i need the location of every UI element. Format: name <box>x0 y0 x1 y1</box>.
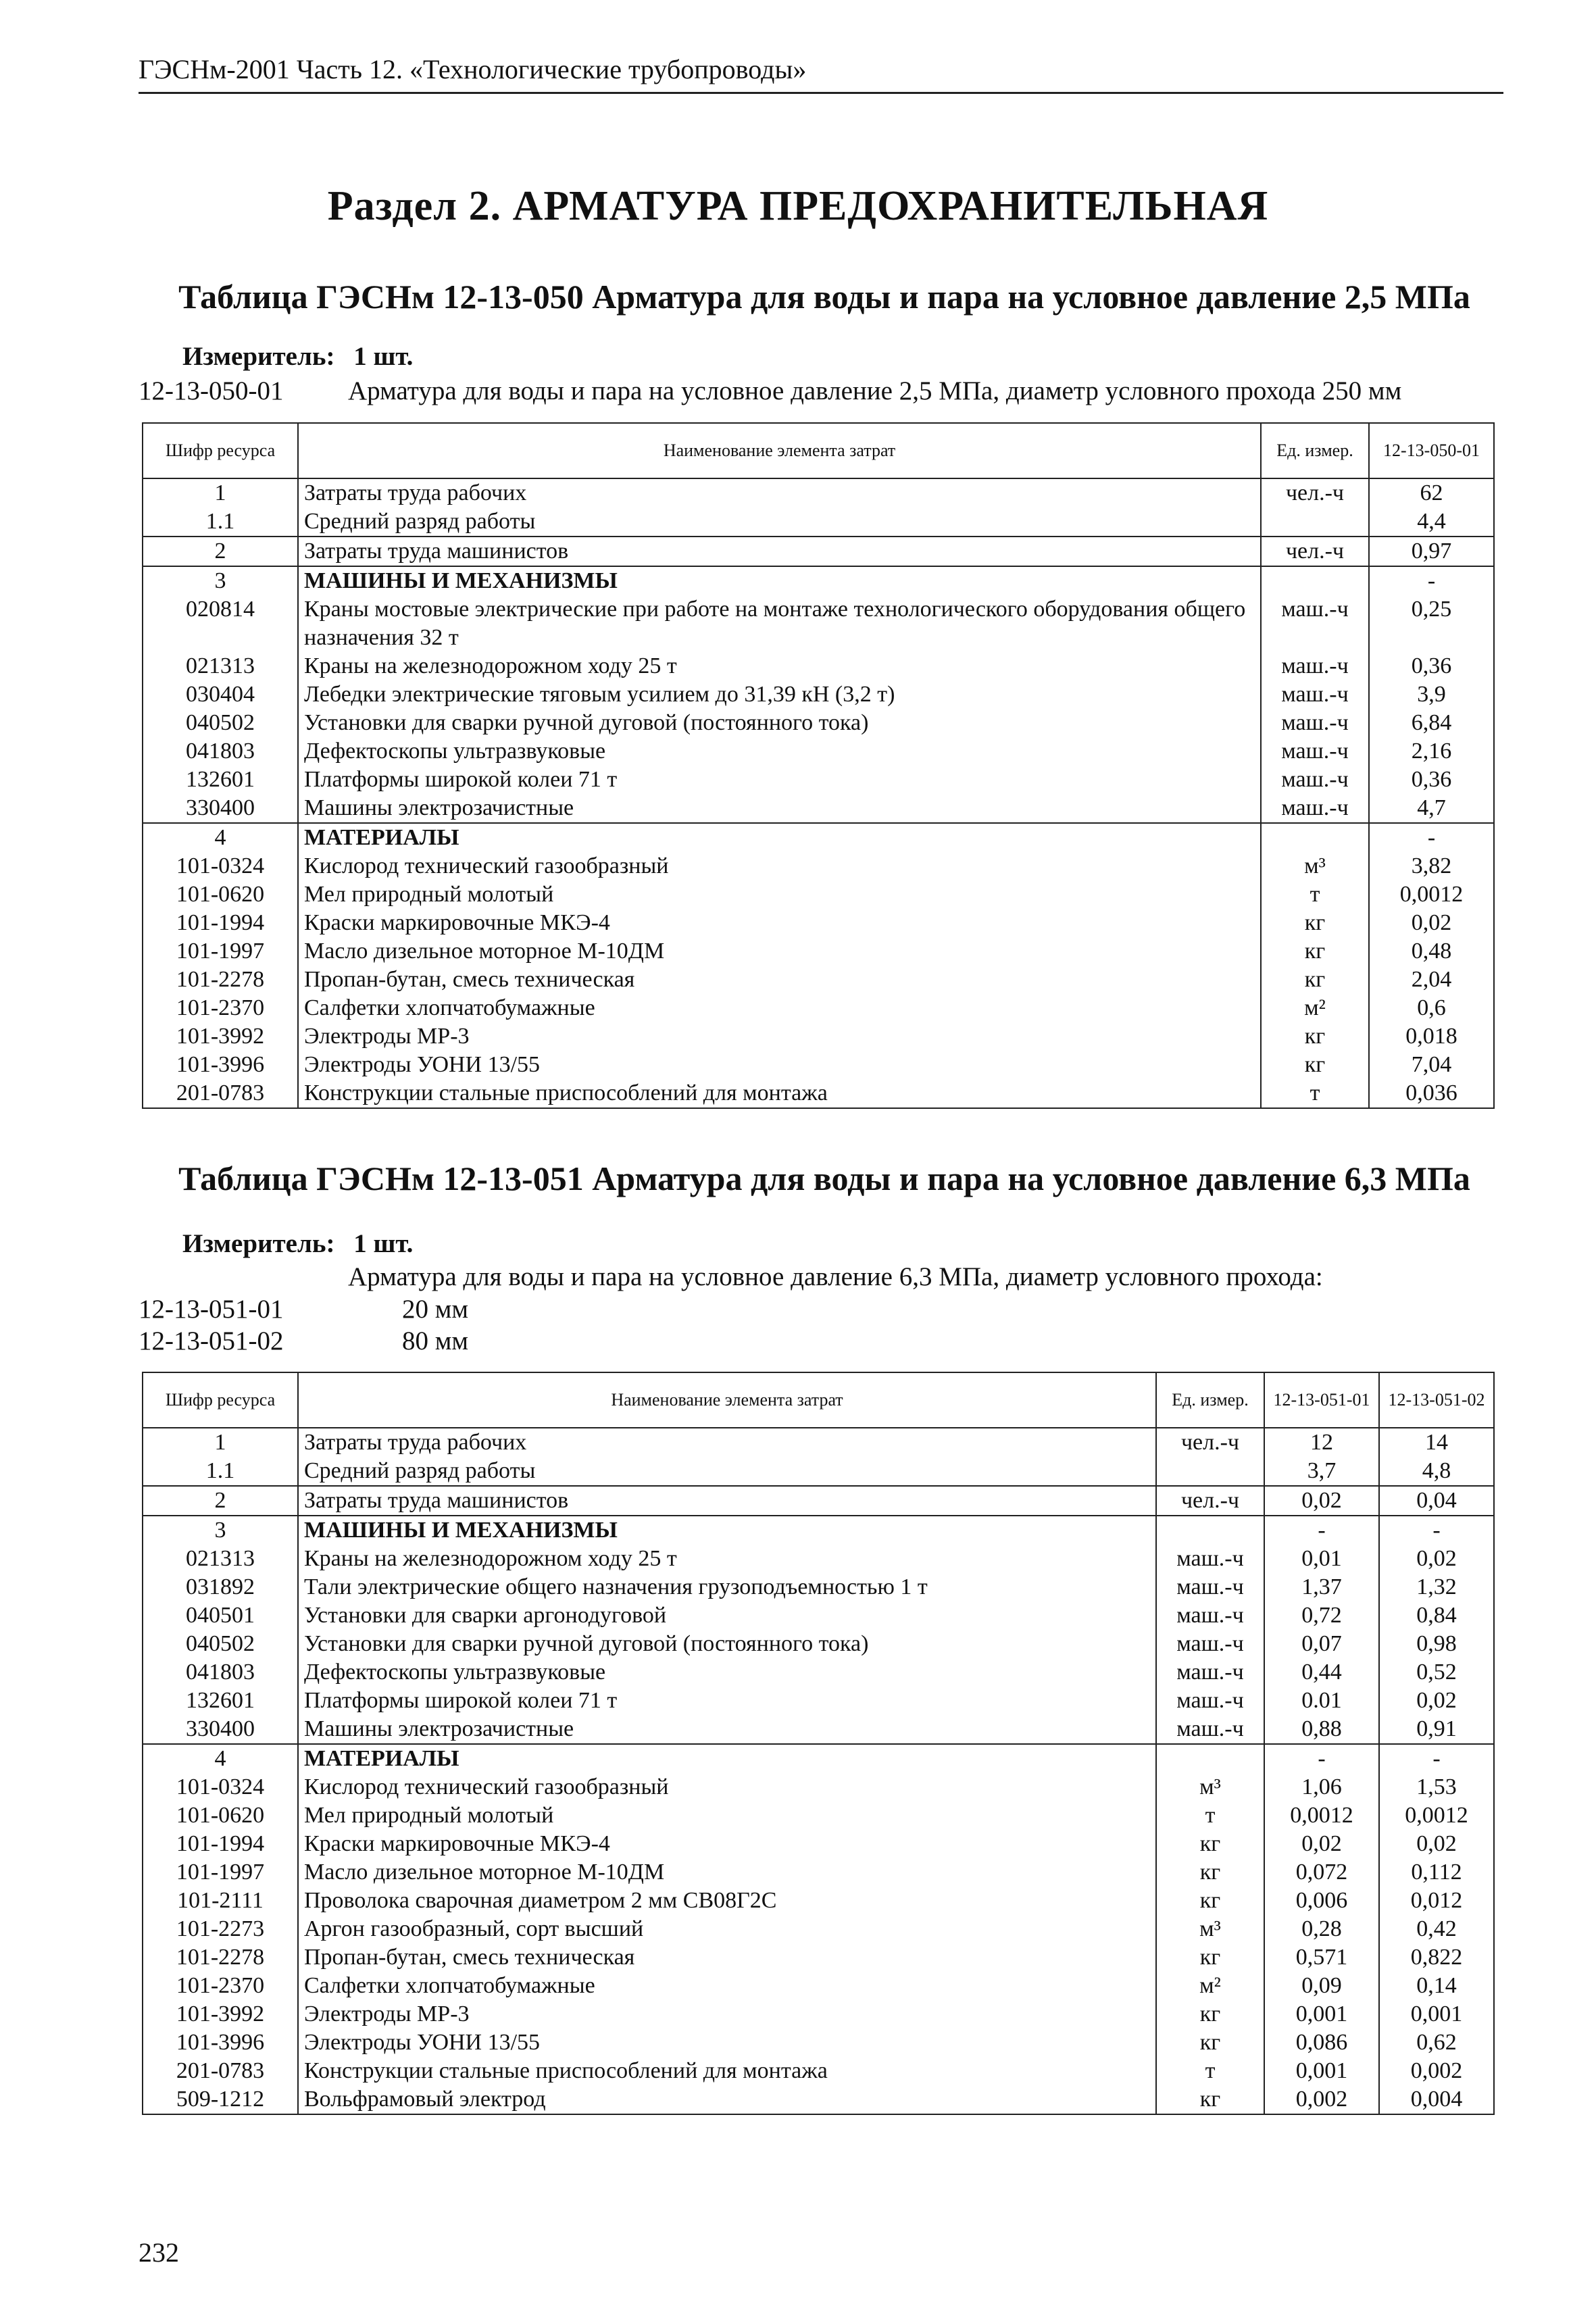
table-row <box>143 1079 1494 1108</box>
table-row <box>143 2085 1494 2114</box>
norm-value-cell: 0,02 <box>1264 1486 1379 1516</box>
unit-cell <box>1156 1744 1264 1773</box>
unit-cell: кг <box>1261 966 1369 994</box>
unit-cell: кг <box>1261 1051 1369 1079</box>
table-row <box>143 1457 1494 1486</box>
table-row <box>143 1687 1494 1715</box>
norm-value-cell: 0,36 <box>1369 766 1494 794</box>
norm-value-cell: 0,14 <box>1379 1972 1494 2000</box>
resource-table-1 <box>142 422 1495 1109</box>
table-row <box>143 1486 1494 1516</box>
table-row <box>143 909 1494 937</box>
norm-value-cell: 0,018 <box>1369 1022 1494 1051</box>
norm-value-cell: 0,6 <box>1369 994 1494 1022</box>
cost-item-cell: Краны на железнодорожном ходу 25 т <box>298 1545 1156 1573</box>
cost-item-cell: Установки для сварки ручной дуговой (постоянного тока) <box>298 709 1261 737</box>
unit-cell: кг <box>1261 909 1369 937</box>
table-row <box>143 1887 1494 1915</box>
resource-code-cell: 101-0324 <box>143 852 298 880</box>
unit-cell: маш.-ч <box>1261 680 1369 709</box>
norm-value-cell: 3,82 <box>1369 852 1494 880</box>
unit-cell: маш.-ч <box>1156 1658 1264 1687</box>
table-1-title: Таблица ГЭСНм 12-13-050 Арматура для воды и пара на условное давление 2,5 МПа <box>178 278 1470 316</box>
resource-code-cell: 330400 <box>143 794 298 823</box>
table-row <box>143 1545 1494 1573</box>
table-row <box>143 1601 1494 1630</box>
unit-cell: кг <box>1156 2085 1264 2114</box>
header-unit: Ед. измер. <box>1261 423 1369 478</box>
norm-value-cell: 0,02 <box>1379 1545 1494 1573</box>
table-1-meter <box>182 341 413 372</box>
norm-value-cell: 0,04 <box>1379 1486 1494 1516</box>
norm-value-cell: 0,28 <box>1264 1915 1379 1943</box>
table-row <box>143 966 1494 994</box>
resource-code-cell: 101-3996 <box>143 2028 298 2057</box>
unit-cell: маш.-ч <box>1261 595 1369 652</box>
resource-code-cell: 030404 <box>143 680 298 709</box>
unit-cell: маш.-ч <box>1156 1687 1264 1715</box>
header-unit: Ед. измер. <box>1156 1372 1264 1428</box>
norm-value-cell: - <box>1264 1744 1379 1773</box>
resource-code-cell: 101-0620 <box>143 880 298 909</box>
norm-value-cell: 0,91 <box>1379 1715 1494 1744</box>
header-norm-column: 12-13-050-01 <box>1369 423 1494 478</box>
cost-item-cell: МАТЕРИАЛЫ <box>298 1744 1156 1773</box>
unit-cell: маш.-ч <box>1156 1545 1264 1573</box>
unit-cell: маш.-ч <box>1261 737 1369 766</box>
norm-value-cell: 0,07 <box>1264 1630 1379 1658</box>
cost-item-cell: Масло дизельное моторное М-10ДМ <box>298 937 1261 966</box>
cost-item-cell: Электроды УОНИ 13/55 <box>298 1051 1261 1079</box>
table-row <box>143 2000 1494 2028</box>
norm-value-cell: 0,822 <box>1379 1943 1494 1972</box>
resource-code-cell: 101-2278 <box>143 966 298 994</box>
table-row <box>143 478 1494 507</box>
resource-code-cell: 101-0324 <box>143 1773 298 1801</box>
cost-item-cell: Аргон газообразный, сорт высший <box>298 1915 1156 1943</box>
resource-code-cell: 101-0620 <box>143 1801 298 1830</box>
table-2-code-1-desc: 20 мм <box>402 1295 469 1324</box>
norm-value-cell: 1,37 <box>1264 1573 1379 1601</box>
cost-item-cell: Пропан-бутан, смесь техническая <box>298 1943 1156 1972</box>
table-row <box>143 737 1494 766</box>
resource-code-cell: 021313 <box>143 1545 298 1573</box>
cost-item-cell: Платформы широкой колеи 71 т <box>298 1687 1156 1715</box>
norm-value-cell: 4,4 <box>1369 507 1494 537</box>
table-2-code-1: 12-13-051-01 <box>139 1295 284 1324</box>
norm-value-cell: 0,98 <box>1379 1630 1494 1658</box>
table-row <box>143 1715 1494 1744</box>
table-2-title: Таблица ГЭСНм 12-13-051 Арматура для воды и пара на условное давление 6,3 МПа <box>178 1160 1470 1197</box>
resource-code-cell: 201-0783 <box>143 2057 298 2085</box>
unit-cell: м³ <box>1156 1915 1264 1943</box>
resource-code-cell: 201-0783 <box>143 1079 298 1108</box>
unit-cell: кг <box>1156 1943 1264 1972</box>
norm-value-cell: 0,0012 <box>1379 1801 1494 1830</box>
table-2-intro: Арматура для воды и пара на условное давление 6,3 МПа, диаметр условного прохода: <box>348 1262 1323 1291</box>
norm-value-cell: 14 <box>1379 1428 1494 1457</box>
table-row <box>143 1830 1494 1858</box>
norm-value-cell: 0,001 <box>1264 2000 1379 2028</box>
cost-item-cell: Установки для сварки ручной дуговой (постоянного тока) <box>298 1630 1156 1658</box>
norm-value-cell: 0,086 <box>1264 2028 1379 2057</box>
cost-item-cell: МАШИНЫ И МЕХАНИЗМЫ <box>298 566 1261 595</box>
cost-item-cell: Средний разряд работы <box>298 507 1261 537</box>
norm-value-cell: - <box>1379 1744 1494 1773</box>
unit-cell <box>1156 1516 1264 1545</box>
resource-code-cell: 132601 <box>143 766 298 794</box>
cost-item-cell: МАТЕРИАЛЫ <box>298 823 1261 852</box>
resource-code-cell: 1 <box>143 1428 298 1457</box>
table-header-row <box>143 1372 1494 1428</box>
norm-value-cell: 0,0012 <box>1264 1801 1379 1830</box>
unit-cell: кг <box>1156 1858 1264 1887</box>
cost-item-cell: Мел природный молотый <box>298 880 1261 909</box>
resource-code-cell: 3 <box>143 1516 298 1545</box>
resource-code-cell: 020814 <box>143 595 298 652</box>
norm-value-cell: 3,9 <box>1369 680 1494 709</box>
cost-item-cell: Затраты труда машинистов <box>298 1486 1156 1516</box>
resource-code-cell: 132601 <box>143 1687 298 1715</box>
resource-table-2 <box>142 1372 1495 2115</box>
meter-label: Измеритель: <box>182 342 335 371</box>
norm-value-cell: 0,571 <box>1264 1943 1379 1972</box>
norm-value-cell: - <box>1264 1516 1379 1545</box>
unit-cell: т <box>1261 1079 1369 1108</box>
unit-cell: м³ <box>1261 852 1369 880</box>
norm-value-cell: 6,84 <box>1369 709 1494 737</box>
table-row <box>143 680 1494 709</box>
cost-item-cell: Машины электрозачистные <box>298 1715 1156 1744</box>
cost-item-cell: Масло дизельное моторное М-10ДМ <box>298 1858 1156 1887</box>
unit-cell: маш.-ч <box>1156 1715 1264 1744</box>
table-row <box>143 1658 1494 1687</box>
resource-code-cell: 101-1997 <box>143 1858 298 1887</box>
unit-cell: чел.-ч <box>1156 1428 1264 1457</box>
resource-code-cell: 101-1994 <box>143 909 298 937</box>
norm-value-cell: 0,36 <box>1369 652 1494 680</box>
cost-item-cell: Платформы широкой колеи 71 т <box>298 766 1261 794</box>
cost-item-cell: Салфетки хлопчатобумажные <box>298 994 1261 1022</box>
unit-cell: кг <box>1156 2028 1264 2057</box>
resource-code-cell: 101-2370 <box>143 994 298 1022</box>
norm-value-cell: 0,0012 <box>1369 880 1494 909</box>
unit-cell: кг <box>1261 1022 1369 1051</box>
norm-value-cell: - <box>1369 566 1494 595</box>
table-row <box>143 595 1494 652</box>
unit-cell: маш.-ч <box>1261 652 1369 680</box>
unit-cell: кг <box>1156 1830 1264 1858</box>
unit-cell: чел.-ч <box>1261 537 1369 566</box>
table-2-meter <box>182 1228 413 1259</box>
norm-value-cell: - <box>1369 823 1494 852</box>
unit-cell: т <box>1156 1801 1264 1830</box>
table-row <box>143 937 1494 966</box>
resource-code-cell: 021313 <box>143 652 298 680</box>
resource-code-cell: 101-3992 <box>143 2000 298 2028</box>
unit-cell: т <box>1156 2057 1264 2085</box>
table-row <box>143 1516 1494 1545</box>
norm-value-cell: - <box>1379 1516 1494 1545</box>
page-header: ГЭСНм-2001 Часть 12. «Технологические трубопроводы» <box>139 53 1503 94</box>
table-row <box>143 1972 1494 2000</box>
norm-value-cell: 0,52 <box>1379 1658 1494 1687</box>
table-row <box>143 994 1494 1022</box>
norm-value-cell: 0,25 <box>1369 595 1494 652</box>
cost-item-cell: Дефектоскопы ультразвуковые <box>298 1658 1156 1687</box>
table-row <box>143 507 1494 537</box>
table-row <box>143 1022 1494 1051</box>
norm-value-cell: 0,072 <box>1264 1858 1379 1887</box>
norm-value-cell: 0,112 <box>1379 1858 1494 1887</box>
table-row <box>143 566 1494 595</box>
table-row <box>143 2028 1494 2057</box>
norm-value-cell: 62 <box>1369 478 1494 507</box>
unit-cell: маш.-ч <box>1156 1630 1264 1658</box>
header-cost-item: Наименование элемента затрат <box>298 1372 1156 1428</box>
unit-cell: чел.-ч <box>1261 478 1369 507</box>
resource-code-cell: 101-2111 <box>143 1887 298 1915</box>
norm-value-cell: 0,036 <box>1369 1079 1494 1108</box>
cost-item-cell: Кислород технический газообразный <box>298 852 1261 880</box>
resource-code-cell: 4 <box>143 823 298 852</box>
resource-code-cell: 031892 <box>143 1573 298 1601</box>
cost-item-cell: Вольфрамовый электрод <box>298 2085 1156 2114</box>
table-row <box>143 880 1494 909</box>
table-2-code-2: 12-13-051-02 <box>139 1326 284 1355</box>
header-norm-column-2: 12-13-051-02 <box>1379 1372 1494 1428</box>
table-row <box>143 1744 1494 1773</box>
resource-code-cell: 2 <box>143 1486 298 1516</box>
resource-code-cell: 101-2278 <box>143 1943 298 1972</box>
norm-value-cell: 0,006 <box>1264 1887 1379 1915</box>
table-row <box>143 1428 1494 1457</box>
norm-value-cell: 0,001 <box>1264 2057 1379 2085</box>
cost-item-cell: Краски маркировочные МКЭ-4 <box>298 1830 1156 1858</box>
unit-cell <box>1261 507 1369 537</box>
unit-cell: м² <box>1261 994 1369 1022</box>
resource-code-cell: 330400 <box>143 1715 298 1744</box>
norm-value-cell: 0,002 <box>1264 2085 1379 2114</box>
resource-code-cell: 4 <box>143 1744 298 1773</box>
header-resource-code: Шифр ресурса <box>143 423 298 478</box>
table-row <box>143 1573 1494 1601</box>
meter-value: 1 шт. <box>353 1229 414 1258</box>
unit-cell: кг <box>1156 2000 1264 2028</box>
norm-value-cell: 0,004 <box>1379 2085 1494 2114</box>
cost-item-cell: Затраты труда машинистов <box>298 537 1261 566</box>
norm-value-cell: 0,42 <box>1379 1915 1494 1943</box>
table-row <box>143 2057 1494 2085</box>
header-norm-column-1: 12-13-051-01 <box>1264 1372 1379 1428</box>
table-row <box>143 537 1494 566</box>
table-header-row <box>143 423 1494 478</box>
norm-value-cell: 0,02 <box>1379 1830 1494 1858</box>
table-row <box>143 823 1494 852</box>
norm-value-cell: 0,002 <box>1379 2057 1494 2085</box>
cost-item-cell: Электроды МР-3 <box>298 2000 1156 2028</box>
cost-item-cell: Краны мостовые электрические при работе на монтаже технологического оборудования общего назначения 32 т <box>298 595 1261 652</box>
table-row <box>143 652 1494 680</box>
unit-cell: маш.-ч <box>1261 794 1369 823</box>
meter-value: 1 шт. <box>353 342 414 371</box>
cost-item-cell: Затраты труда рабочих <box>298 478 1261 507</box>
norm-value-cell: 0.01 <box>1264 1687 1379 1715</box>
meter-label: Измеритель: <box>182 1229 335 1258</box>
table-row <box>143 794 1494 823</box>
resource-code-cell: 101-2370 <box>143 1972 298 2000</box>
cost-item-cell: Краски маркировочные МКЭ-4 <box>298 909 1261 937</box>
resource-code-cell: 101-3992 <box>143 1022 298 1051</box>
unit-cell: м² <box>1156 1972 1264 2000</box>
unit-cell: кг <box>1261 937 1369 966</box>
resource-code-cell: 1.1 <box>143 1457 298 1486</box>
table-row <box>143 1858 1494 1887</box>
norm-value-cell: 1,53 <box>1379 1773 1494 1801</box>
page-number: 232 <box>139 2237 179 2268</box>
resource-code-cell: 101-1997 <box>143 937 298 966</box>
unit-cell: кг <box>1156 1887 1264 1915</box>
resource-code-cell: 2 <box>143 537 298 566</box>
cost-item-cell: МАШИНЫ И МЕХАНИЗМЫ <box>298 1516 1156 1545</box>
cost-item-cell: Проволока сварочная диаметром 2 мм СВ08Г2С <box>298 1887 1156 1915</box>
norm-value-cell: 0,62 <box>1379 2028 1494 2057</box>
norm-value-cell: 0,02 <box>1264 1830 1379 1858</box>
table-1-code-desc: Арматура для воды и пара на условное давление 2,5 МПа, диаметр условного прохода 250 мм <box>348 376 1402 405</box>
table-row <box>143 1915 1494 1943</box>
resource-code-cell: 1 <box>143 478 298 507</box>
resource-code-cell: 101-2273 <box>143 1915 298 1943</box>
resource-code-cell: 040502 <box>143 1630 298 1658</box>
unit-cell: чел.-ч <box>1156 1486 1264 1516</box>
table-row <box>143 1943 1494 1972</box>
norm-value-cell: 0,02 <box>1379 1687 1494 1715</box>
norm-value-cell: 0,01 <box>1264 1545 1379 1573</box>
cost-item-cell: Машины электрозачистные <box>298 794 1261 823</box>
norm-value-cell: 0,02 <box>1369 909 1494 937</box>
norm-value-cell: 7,04 <box>1369 1051 1494 1079</box>
unit-cell: маш.-ч <box>1261 766 1369 794</box>
resource-code-cell: 509-1212 <box>143 2085 298 2114</box>
unit-cell <box>1156 1457 1264 1486</box>
unit-cell <box>1261 823 1369 852</box>
cost-item-cell: Пропан-бутан, смесь техническая <box>298 966 1261 994</box>
resource-code-cell: 3 <box>143 566 298 595</box>
cost-item-cell: Краны на железнодорожном ходу 25 т <box>298 652 1261 680</box>
cost-item-cell: Электроды УОНИ 13/55 <box>298 2028 1156 2057</box>
cost-item-cell: Установки для сварки аргонодуговой <box>298 1601 1156 1630</box>
cost-item-cell: Средний разряд работы <box>298 1457 1156 1486</box>
resource-code-cell: 041803 <box>143 1658 298 1687</box>
cost-item-cell: Затраты труда рабочих <box>298 1428 1156 1457</box>
norm-value-cell: 1,32 <box>1379 1573 1494 1601</box>
table-row <box>143 709 1494 737</box>
norm-value-cell: 0,001 <box>1379 2000 1494 2028</box>
cost-item-cell: Конструкции стальные приспособлений для монтажа <box>298 1079 1261 1108</box>
table-row <box>143 852 1494 880</box>
unit-cell: м³ <box>1156 1773 1264 1801</box>
norm-value-cell: 0,72 <box>1264 1601 1379 1630</box>
norm-value-cell: 3,7 <box>1264 1457 1379 1486</box>
norm-value-cell: 0,09 <box>1264 1972 1379 2000</box>
cost-item-cell: Дефектоскопы ультразвуковые <box>298 737 1261 766</box>
table-2-code-2-desc: 80 мм <box>402 1326 469 1355</box>
cost-item-cell: Мел природный молотый <box>298 1801 1156 1830</box>
section-title: Раздел 2. АРМАТУРА ПРЕДОХРАНИТЕЛЬНАЯ <box>327 183 1269 229</box>
cost-item-cell: Кислород технический газообразный <box>298 1773 1156 1801</box>
resource-code-cell: 1.1 <box>143 507 298 537</box>
cost-item-cell: Тали электрические общего назначения грузоподъемностью 1 т <box>298 1573 1156 1601</box>
cost-item-cell: Конструкции стальные приспособлений для монтажа <box>298 2057 1156 2085</box>
unit-cell: т <box>1261 880 1369 909</box>
cost-item-cell: Салфетки хлопчатобумажные <box>298 1972 1156 2000</box>
resource-code-cell: 041803 <box>143 737 298 766</box>
cost-item-cell: Лебедки электрические тяговым усилием до 31,39 кН (3,2 т) <box>298 680 1261 709</box>
unit-cell: маш.-ч <box>1156 1573 1264 1601</box>
norm-value-cell: 0,88 <box>1264 1715 1379 1744</box>
norm-value-cell: 0,48 <box>1369 937 1494 966</box>
resource-code-cell: 101-1994 <box>143 1830 298 1858</box>
table-row <box>143 1051 1494 1079</box>
unit-cell: маш.-ч <box>1156 1601 1264 1630</box>
header-resource-code: Шифр ресурса <box>143 1372 298 1428</box>
unit-cell <box>1261 566 1369 595</box>
norm-value-cell: 2,04 <box>1369 966 1494 994</box>
norm-value-cell: 0,84 <box>1379 1601 1494 1630</box>
norm-value-cell: 0,012 <box>1379 1887 1494 1915</box>
norm-value-cell: 12 <box>1264 1428 1379 1457</box>
resource-code-cell: 040501 <box>143 1601 298 1630</box>
norm-value-cell: 4,8 <box>1379 1457 1494 1486</box>
norm-value-cell: 0,44 <box>1264 1658 1379 1687</box>
table-1-code: 12-13-050-01 <box>139 376 284 405</box>
cost-item-cell: Электроды МР-3 <box>298 1022 1261 1051</box>
table-row <box>143 766 1494 794</box>
resource-code-cell: 101-3996 <box>143 1051 298 1079</box>
table-row <box>143 1801 1494 1830</box>
norm-value-cell: 2,16 <box>1369 737 1494 766</box>
norm-value-cell: 1,06 <box>1264 1773 1379 1801</box>
table-row <box>143 1630 1494 1658</box>
unit-cell: маш.-ч <box>1261 709 1369 737</box>
norm-value-cell: 4,7 <box>1369 794 1494 823</box>
resource-code-cell: 040502 <box>143 709 298 737</box>
table-row <box>143 1773 1494 1801</box>
norm-value-cell: 0,97 <box>1369 537 1494 566</box>
header-cost-item: Наименование элемента затрат <box>298 423 1261 478</box>
